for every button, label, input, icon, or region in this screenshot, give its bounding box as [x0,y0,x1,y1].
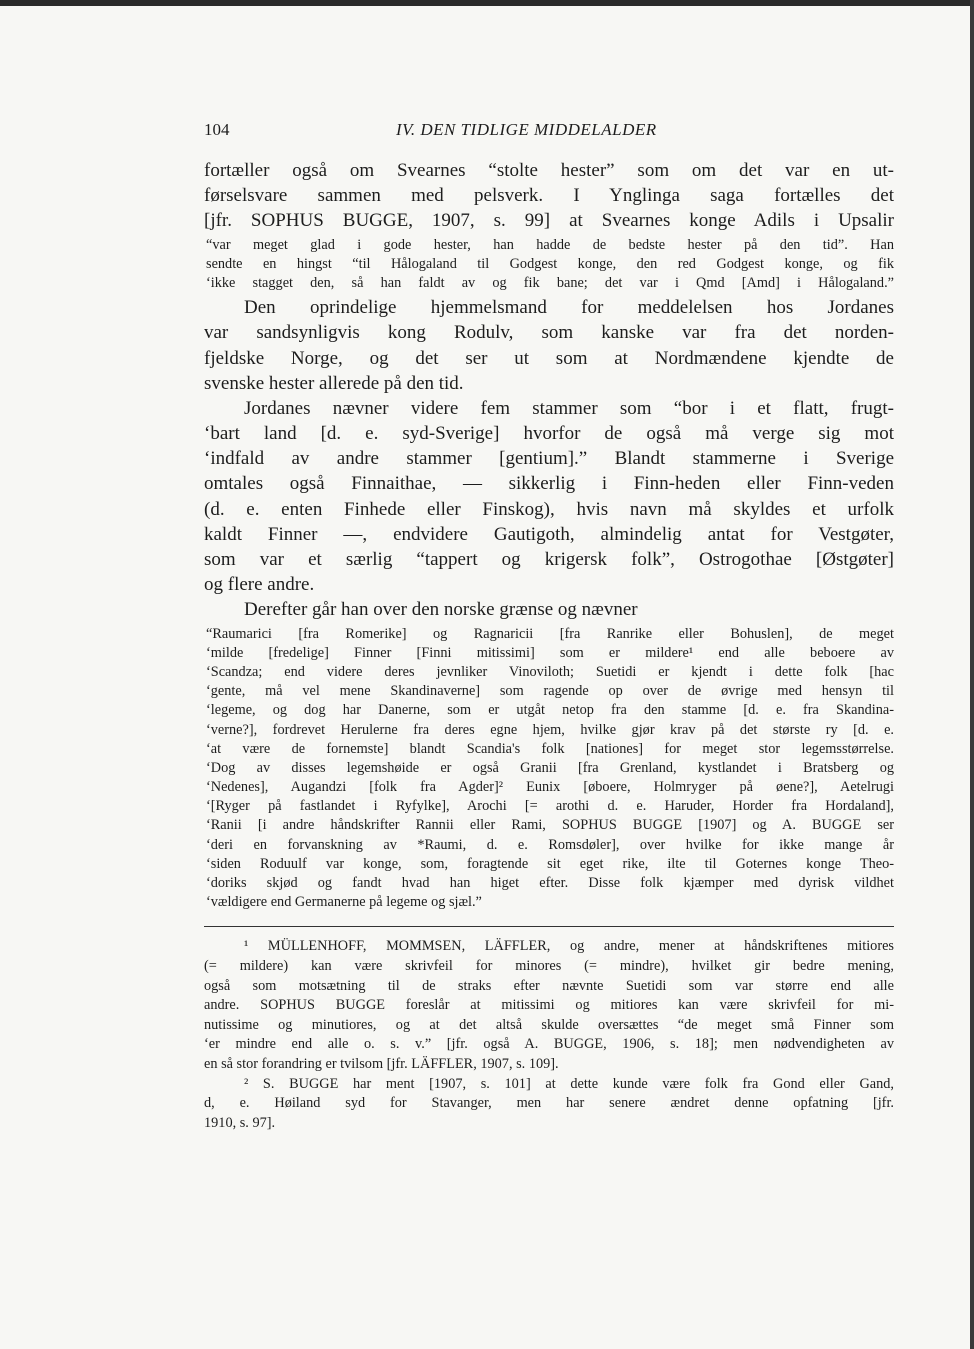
quote-line: ‘ikke stagget den, så han faldt av og fik bane; det var i Qmd [Amd] i Hålogaland.” [206,274,894,291]
quote-line: ‘milde [fredelige] Finner [Finni mitissimi] som er mildere¹ end alle beboere av [206,644,894,661]
book-page [204,120,894,1133]
quote-line: sendte en hingst “til Hålogaland til Godgest konge, den red Godgest konge, og fik [206,255,894,272]
text-line: og flere andre. [204,574,315,596]
text-line: fjeldske Norge, og det ser ut som at Nordmændene kjendte de [204,347,894,369]
text-line: (d. e. enten Finhede eller Finskog), hvis navn må skyldes et urfolk [204,498,894,520]
footnote-line: ‘er mindre end alle o. s. v.” [jfr. også A. BUGGE, 1906, s. 18]; men nødvendigheten av [204,1036,894,1053]
quote-line: ‘Dog av disses legemshøide er også Granii [fra Grenland, kystlandet i Bratsberg og [206,759,894,776]
text-line: førselsvare sammen med pelsverk. I Ynglinga saga fortælles det [204,185,894,207]
footnote-line: ¹ MÜLLENHOFF, MOMMSEN, LÄFFLER, og andre, mener at håndskriftenes mitiores [244,938,894,955]
text-line: svenske hester allerede på den tid. [204,372,464,394]
footnote-rule [204,926,894,927]
quote-line: ‘legeme, og dog har Danerne, som er utgåt netop fra den stamme [d. e. fra Skandina- [206,702,894,719]
footnote-line: d, e. Høiland syd for Stavanger, men har senere ændret denne opfatning [jfr. [204,1095,894,1112]
running-header [204,120,894,148]
quote-line: ‘Nedenes], Augandzi [folk fra Agder]² Eunix [øboere, Holmryger på øene?], Aetelrugi [206,779,894,796]
quote-line: ‘Ranii [i andre håndskrifter Rannii eller Rami, SOPHUS BUGGE [1907] og A. BUGGE ser [206,817,894,834]
scan-right-edge [970,0,974,1349]
scan-top-edge [0,0,974,6]
text-line: som var et særlig “tappert og krigersk folk”, Ostrogothae [Østgøter] [204,549,894,570]
footnote-line: (= mildere) kan være skrivfeil for minores (= mindre), hvilket gir bedre mening, [204,957,894,974]
footnote-line: andre. SOPHUS BUGGE foreslår at mitissimi og mitiores kan være skrivfeil for mi- [204,997,894,1014]
quote-line: ‘deri en forvanskning av *Raumi, d. e. Romsdøler], over hvilke for ikke mange år [206,836,894,853]
quote-line: ‘vældigere end Germanerne på legeme og sjæl.” [206,894,482,911]
quote-line: ‘verne?], fordrevet Herulerne fra deres egne hjem, hvilke gjør krav på det største ry [d. e. [206,721,894,738]
text-line: ‘indfald av andre stammer [gentium].” Blandt stammerne i Sverige [204,448,894,470]
quote-line: ‘doriks skjød og fandt hvad han higet efter. Disse folk kjæmper med dyrisk vildhet [206,875,894,891]
text-line: var sandsynligvis kong Rodulv, som kanske var fra det norden- [204,322,894,344]
quote-line: ‘[Ryger på fastlandet i Ryfylke], Arochi [= arothi d. e. Haruder, Horder fra Hordaland], [206,798,894,815]
footnote-line: en så stor forandring er tvilsom [jfr. LÄFFLER, 1907, s. 109]. [204,1055,559,1072]
quote-line: ‘gente, må vel mene Skandinaverne] som ragende op over de øvrige med hensyn til [206,683,894,700]
quote-line: ‘Scandza; end videre deres jevnliker Vinoviloth; Suetidi er kjendt i dette folk [hac [206,663,894,680]
quote-line: ‘siden Roduulf var konge, som, foragtende sit eget rike, ilte til Goternes konge Theo- [206,855,894,872]
text-line: omtales også Finnaithae, — sikkerlig i Finn-heden eller Finn-veden [204,473,894,495]
quote-line: “var meget glad i gode hester, han hadde de bedste hester på den tid”. Han [206,236,894,253]
footnote-line: ² S. BUGGE har ment [1907, s. 101] at dette kunde være folk fra Gond eller Gand, [244,1075,894,1092]
text-line: ‘bart land [d. e. syd-Sverige] hvorfor de også må verge sig mot [204,423,894,445]
page-number: 104 [204,120,230,139]
text-line: kaldt Finner —, endvidere Gautigoth, almindelig antat for Vestgøter, [204,523,894,545]
quote-line: “Raumarici [fra Romerike] og Ragnaricii [fra Ranrike eller Bohuslen], de meget [206,625,894,642]
text-line: Derefter går han over den norske grænse og nævner [244,599,638,621]
text-line: fortæller også om Svearnes “stolte hester” som om det var en ut- [204,160,894,181]
quote-line: ‘at være de fornemste] blandt Scandia's folk [nationes] for meget stor legemsstørrelse. [206,740,894,757]
main-text [204,158,894,912]
footnote-line: 1910, s. 97]. [204,1114,276,1131]
footnotes [204,937,894,1133]
text-line: Den oprindelige hjemmelsmand for meddelelsen hos Jordanes [244,297,894,319]
footnote-line: nutissime og minutiores, og at det altså skulde oversættes “de meget små Finner som [204,1016,894,1033]
text-line: [jfr. SOPHUS BUGGE, 1907, s. 99] at Svearnes konge Adils i Upsalir [204,210,894,232]
running-title: IV. DEN TIDLIGE MIDDELALDER [396,120,657,139]
footnote-line: også som motsætning til de straks efter nævnte Suetidi som var større end alle [204,977,894,994]
text-line: Jordanes nævner videre fem stammer som “bor i et flatt, frugt- [244,397,894,419]
